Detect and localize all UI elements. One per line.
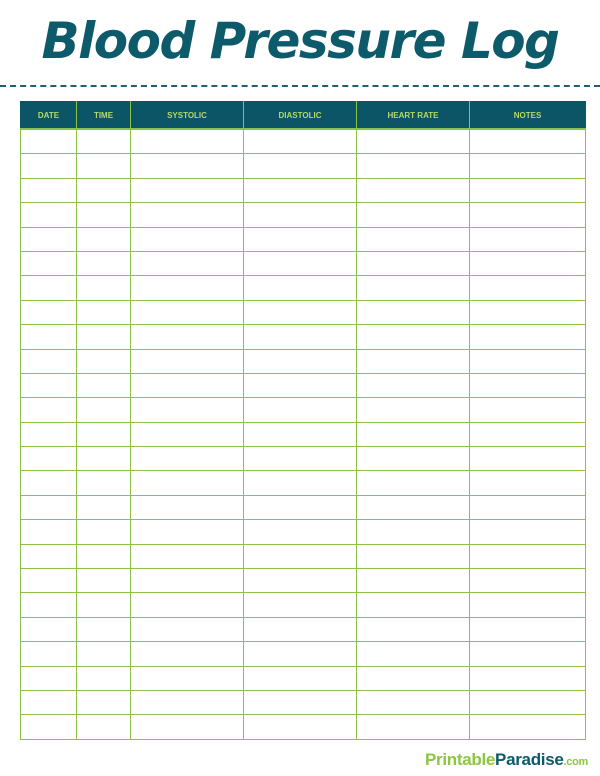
heart-rate-cell[interactable] — [357, 666, 470, 690]
systolic-cell[interactable] — [131, 495, 244, 519]
systolic-cell[interactable] — [131, 178, 244, 202]
notes-cell[interactable] — [470, 178, 586, 202]
systolic-cell[interactable] — [131, 129, 244, 154]
systolic-cell[interactable] — [131, 325, 244, 349]
notes-cell[interactable] — [470, 276, 586, 300]
heart-rate-cell[interactable] — [357, 129, 470, 154]
heart-rate-cell[interactable] — [357, 495, 470, 519]
table-row — [21, 178, 586, 202]
table-row — [21, 495, 586, 519]
log-table-body — [21, 129, 586, 739]
systolic-cell[interactable] — [131, 203, 244, 227]
date-cell[interactable] — [21, 398, 77, 422]
heart-rate-cell[interactable] — [357, 227, 470, 251]
time-cell[interactable] — [77, 666, 131, 690]
diastolic-cell[interactable] — [244, 398, 357, 422]
notes-cell[interactable] — [470, 129, 586, 154]
time-cell[interactable] — [77, 325, 131, 349]
systolic-cell[interactable] — [131, 447, 244, 471]
systolic-cell[interactable] — [131, 227, 244, 251]
heart-rate-cell[interactable] — [357, 300, 470, 324]
diastolic-cell[interactable] — [244, 203, 357, 227]
heart-rate-cell[interactable] — [357, 690, 470, 714]
time-cell[interactable] — [77, 227, 131, 251]
time-cell[interactable] — [77, 715, 131, 739]
date-cell[interactable] — [21, 325, 77, 349]
systolic-cell[interactable] — [131, 300, 244, 324]
systolic-cell[interactable] — [131, 690, 244, 714]
table-row — [21, 642, 586, 666]
diastolic-cell[interactable] — [244, 129, 357, 154]
notes-cell[interactable] — [470, 154, 586, 178]
time-cell[interactable] — [77, 373, 131, 397]
table-row — [21, 227, 586, 251]
time-cell[interactable] — [77, 447, 131, 471]
diastolic-cell[interactable] — [244, 617, 357, 641]
date-cell[interactable] — [21, 422, 77, 446]
systolic-cell[interactable] — [131, 593, 244, 617]
table-row — [21, 398, 586, 422]
notes-cell[interactable] — [470, 422, 586, 446]
systolic-cell[interactable] — [131, 398, 244, 422]
systolic-cell[interactable] — [131, 276, 244, 300]
header-row — [21, 102, 586, 130]
diastolic-cell[interactable] — [244, 642, 357, 666]
brand-part-printable: Printable — [424, 750, 496, 769]
heart-rate-cell[interactable] — [357, 593, 470, 617]
notes-cell[interactable] — [470, 349, 586, 373]
diastolic-cell[interactable] — [244, 471, 357, 495]
systolic-cell[interactable] — [131, 715, 244, 739]
notes-cell[interactable] — [470, 593, 586, 617]
time-cell[interactable] — [77, 520, 131, 544]
date-cell[interactable] — [21, 666, 77, 690]
time-cell[interactable] — [77, 617, 131, 641]
notes-cell[interactable] — [470, 203, 586, 227]
heart-rate-cell[interactable] — [357, 276, 470, 300]
systolic-cell[interactable] — [131, 373, 244, 397]
heart-rate-cell[interactable] — [357, 203, 470, 227]
systolic-cell[interactable] — [131, 349, 244, 373]
heart-rate-cell[interactable] — [357, 617, 470, 641]
diastolic-cell[interactable] — [244, 325, 357, 349]
column-header-date: DATE — [21, 102, 77, 130]
notes-cell[interactable] — [470, 447, 586, 471]
date-cell[interactable] — [21, 373, 77, 397]
date-cell[interactable] — [21, 178, 77, 202]
time-cell[interactable] — [77, 495, 131, 519]
table-row — [21, 325, 586, 349]
heart-rate-cell[interactable] — [357, 349, 470, 373]
table-row — [21, 276, 586, 300]
date-cell[interactable] — [21, 203, 77, 227]
notes-cell[interactable] — [470, 715, 586, 739]
heart-rate-cell[interactable] — [357, 422, 470, 446]
date-cell[interactable] — [21, 520, 77, 544]
notes-cell[interactable] — [470, 300, 586, 324]
date-cell[interactable] — [21, 715, 77, 739]
time-cell[interactable] — [77, 251, 131, 275]
time-cell[interactable] — [77, 422, 131, 446]
notes-cell[interactable] — [470, 251, 586, 275]
table-row — [21, 569, 586, 593]
diastolic-cell[interactable] — [244, 495, 357, 519]
log-table — [20, 101, 586, 740]
table-row — [21, 300, 586, 324]
dashed-divider — [0, 85, 600, 87]
diastolic-cell[interactable] — [244, 593, 357, 617]
notes-cell[interactable] — [470, 471, 586, 495]
date-cell[interactable] — [21, 129, 77, 154]
table-row — [21, 593, 586, 617]
date-cell[interactable] — [21, 642, 77, 666]
table-row — [21, 471, 586, 495]
time-cell[interactable] — [77, 203, 131, 227]
systolic-cell[interactable] — [131, 520, 244, 544]
diastolic-cell[interactable] — [244, 422, 357, 446]
diastolic-cell[interactable] — [244, 715, 357, 739]
notes-cell[interactable] — [470, 666, 586, 690]
table-row — [21, 447, 586, 471]
time-cell[interactable] — [77, 642, 131, 666]
systolic-cell[interactable] — [131, 251, 244, 275]
time-cell[interactable] — [77, 544, 131, 568]
table-row — [21, 715, 586, 739]
systolic-cell[interactable] — [131, 569, 244, 593]
diastolic-cell[interactable] — [244, 520, 357, 544]
heart-rate-cell[interactable] — [357, 178, 470, 202]
diastolic-cell[interactable] — [244, 300, 357, 324]
systolic-cell[interactable] — [131, 422, 244, 446]
footer-brand — [425, 750, 588, 772]
table-row — [21, 129, 586, 154]
heart-rate-cell[interactable] — [357, 471, 470, 495]
date-cell[interactable] — [21, 544, 77, 568]
heart-rate-cell[interactable] — [357, 373, 470, 397]
time-cell[interactable] — [77, 690, 131, 714]
notes-cell[interactable] — [470, 373, 586, 397]
diastolic-cell[interactable] — [244, 569, 357, 593]
time-cell[interactable] — [77, 593, 131, 617]
systolic-cell[interactable] — [131, 544, 244, 568]
notes-cell[interactable] — [470, 617, 586, 641]
table-row — [21, 373, 586, 397]
heart-rate-cell[interactable] — [357, 715, 470, 739]
time-cell[interactable] — [77, 129, 131, 154]
notes-cell[interactable] — [470, 325, 586, 349]
table-row — [21, 690, 586, 714]
column-header-time: TIME — [77, 102, 131, 130]
systolic-cell[interactable] — [131, 617, 244, 641]
diastolic-cell[interactable] — [244, 276, 357, 300]
diastolic-cell[interactable] — [244, 349, 357, 373]
date-cell[interactable] — [21, 593, 77, 617]
notes-cell[interactable] — [470, 569, 586, 593]
diastolic-cell[interactable] — [244, 373, 357, 397]
heart-rate-cell[interactable] — [357, 642, 470, 666]
diastolic-cell[interactable] — [244, 447, 357, 471]
systolic-cell[interactable] — [131, 471, 244, 495]
diastolic-cell[interactable] — [244, 251, 357, 275]
table-row — [21, 544, 586, 568]
systolic-cell[interactable] — [131, 154, 244, 178]
notes-cell[interactable] — [470, 495, 586, 519]
date-cell[interactable] — [21, 690, 77, 714]
date-cell[interactable] — [21, 227, 77, 251]
column-header-diastolic: DIASTOLIC — [244, 102, 357, 130]
notes-cell[interactable] — [470, 544, 586, 568]
table-row — [21, 520, 586, 544]
diastolic-cell[interactable] — [244, 154, 357, 178]
date-cell[interactable] — [21, 251, 77, 275]
date-cell[interactable] — [21, 617, 77, 641]
column-header-systolic: SYSTOLIC — [131, 102, 244, 130]
diastolic-cell[interactable] — [244, 227, 357, 251]
date-cell[interactable] — [21, 495, 77, 519]
table-row — [21, 666, 586, 690]
heart-rate-cell[interactable] — [357, 520, 470, 544]
time-cell[interactable] — [77, 178, 131, 202]
table-row — [21, 422, 586, 446]
notes-cell[interactable] — [470, 398, 586, 422]
column-header-notes: NOTES — [470, 102, 586, 130]
notes-cell[interactable] — [470, 227, 586, 251]
date-cell[interactable] — [21, 276, 77, 300]
table-row — [21, 349, 586, 373]
time-cell[interactable] — [77, 154, 131, 178]
notes-cell[interactable] — [470, 520, 586, 544]
diastolic-cell[interactable] — [244, 666, 357, 690]
table-row — [21, 251, 586, 275]
diastolic-cell[interactable] — [244, 178, 357, 202]
time-cell[interactable] — [77, 569, 131, 593]
table-row — [21, 617, 586, 641]
log-table-header — [21, 102, 586, 130]
time-cell[interactable] — [77, 300, 131, 324]
heart-rate-cell[interactable] — [357, 544, 470, 568]
time-cell[interactable] — [77, 398, 131, 422]
date-cell[interactable] — [21, 300, 77, 324]
page-title: Blood Pressure Log — [41, 12, 559, 70]
column-header-heart-rate: HEART RATE — [357, 102, 470, 130]
heart-rate-cell[interactable] — [357, 569, 470, 593]
date-cell[interactable] — [21, 471, 77, 495]
table-row — [21, 154, 586, 178]
time-cell[interactable] — [77, 276, 131, 300]
diastolic-cell[interactable] — [244, 544, 357, 568]
diastolic-cell[interactable] — [244, 690, 357, 714]
time-cell[interactable] — [77, 471, 131, 495]
heart-rate-cell[interactable] — [357, 325, 470, 349]
date-cell[interactable] — [21, 154, 77, 178]
notes-cell[interactable] — [470, 642, 586, 666]
systolic-cell[interactable] — [131, 666, 244, 690]
brand-part-domain: .com — [563, 756, 588, 768]
systolic-cell[interactable] — [131, 642, 244, 666]
heart-rate-cell[interactable] — [357, 251, 470, 275]
date-cell[interactable] — [21, 349, 77, 373]
notes-cell[interactable] — [470, 690, 586, 714]
heart-rate-cell[interactable] — [357, 398, 470, 422]
date-cell[interactable] — [21, 447, 77, 471]
brand-part-paradise: Paradise — [495, 750, 564, 769]
heart-rate-cell[interactable] — [357, 447, 470, 471]
time-cell[interactable] — [77, 349, 131, 373]
heart-rate-cell[interactable] — [357, 154, 470, 178]
date-cell[interactable] — [21, 569, 77, 593]
table-row — [21, 203, 586, 227]
